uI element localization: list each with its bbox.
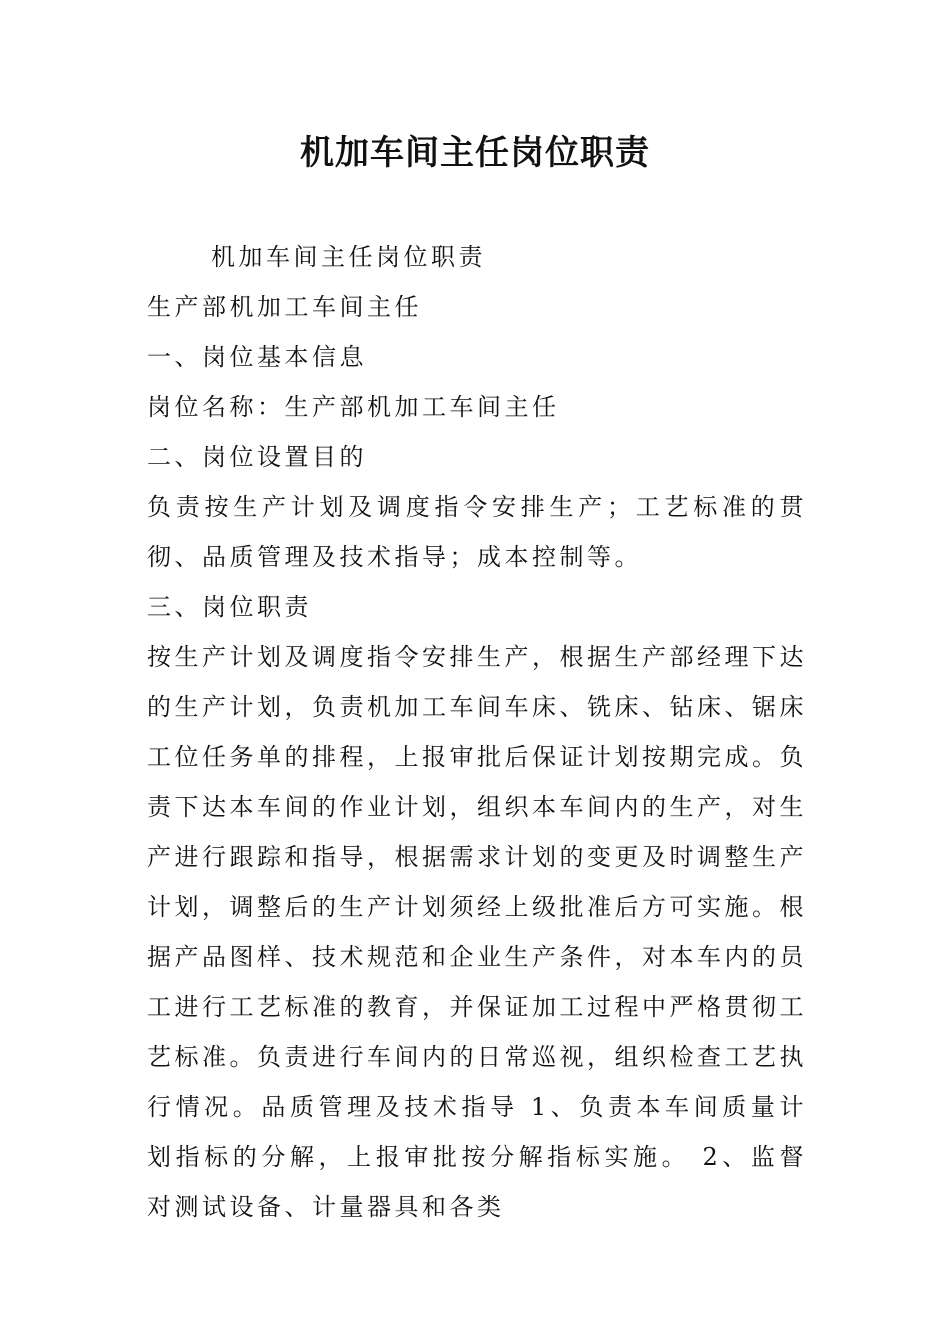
paragraph-purpose: 负责按生产计划及调度指令安排生产；工艺标准的贯彻、品质管理及技术指导；成本控制等。 [147,493,807,571]
paragraph-position-name: 岗位名称：生产部机加工车间主任 [147,393,560,421]
paragraph-duties: 按生产计划及调度指令安排生产，根据生产部经理下达的生产计划，负责机加工车间车床、铣床、钻床、锯床工位任务单的排程，上报审批后保证计划按期完成。负责下达本车间的作业计划，组织本车间内的生产，对生产进行跟踪和指导，根据需求计划的变更及时调整生产计划，调整后的生产计划须经上级批准后方可实施。根据产品图样、技术规范和企业生产条件，对本车内的员工进行工艺标准的教育，并保证加工过程中严格贯彻工艺标准。负责进行车间内的日常巡视，组织检查工艺执行情况。品质管理及技术指导 1、负责本车间质量计划指标的分解，上报审批按分解指标实施。 2、监督对测试设备、计量器具和各类 [147,643,807,1221]
section-heading-basic-info: 一、岗位基本信息 [147,343,367,371]
document-body [147,232,807,1232]
paragraph-department: 生产部机加工车间主任 [147,293,422,321]
paragraph-subtitle: 机加车间主任岗位职责 [211,243,486,271]
section-heading-duties: 三、岗位职责 [147,593,312,621]
section-heading-purpose: 二、岗位设置目的 [147,443,367,471]
document-title: 机加车间主任岗位职责 [300,133,650,173]
